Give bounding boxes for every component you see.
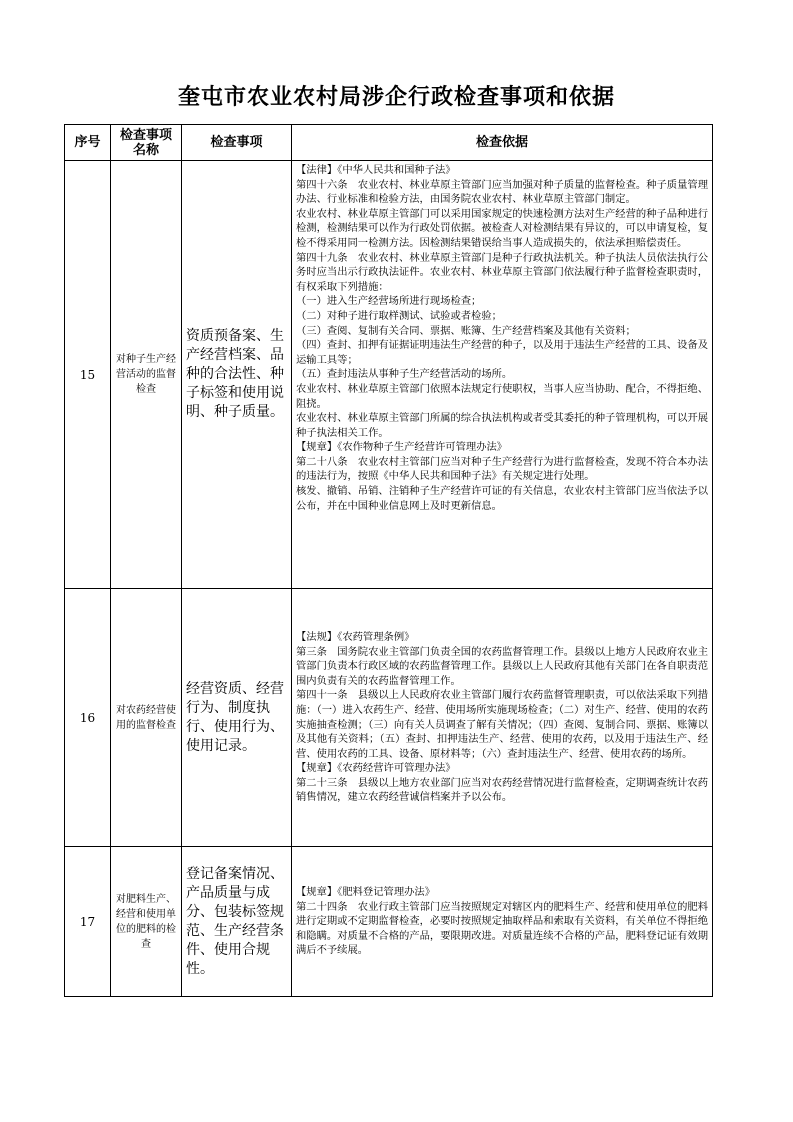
- row-item: 经营资质、经营行为、制度执行、使用行为、使用记录。: [182, 589, 292, 847]
- basis-paragraph: （一）进入生产经营场所进行现场检查；: [296, 295, 482, 308]
- header-basis: 检查依据: [292, 125, 713, 161]
- basis-paragraph: 【法规】《农药管理条例》: [296, 630, 415, 643]
- basis-paragraph: （三）查阅、复制有关合同、票据、账簿、生产经营档案及其他有关资料；: [296, 324, 636, 337]
- table-row: [65, 589, 713, 847]
- basis-paragraph: （二）对种子进行取样测试、试验或者检验；: [296, 309, 502, 322]
- row-number: 15: [65, 161, 111, 589]
- row-item: 资质预备案、生产经营档案、品种的合法性、种子标签和使用说明、种子质量。: [182, 161, 292, 589]
- row-number: 16: [65, 589, 111, 847]
- basis-paragraph: （五）查封违法从事种子生产经营活动的场所。: [296, 368, 513, 381]
- basis-paragraph: 农业农村、林业草原主管部门依照本法规定行使职权，当事人应当协助、配合，不得拒绝、阻挠。: [296, 382, 708, 410]
- basis-paragraph: 农业农村、林业草原主管部门可以采用国家规定的快速检测方法对生产经营的种子品种进行检测，检测结果可以作为行政处罚依据。被检查人对检测结果有异议的，可以申请复检，复检不得采用同一检测方法。因检测结果错误给当事人造成损失的，依法承担赔偿责任。: [296, 207, 708, 249]
- header-no: 序号: [65, 125, 111, 161]
- row-name: 对农药经营使用的监督检查: [111, 589, 182, 847]
- row-basis: [292, 161, 713, 589]
- header-name: 检查事项名称: [111, 125, 182, 161]
- inspection-table: [64, 124, 713, 997]
- basis-paragraph: 【法律】《中华人民共和国种子法》: [296, 164, 456, 176]
- row-number: 17: [65, 847, 111, 997]
- basis-paragraph: （四）查封、扣押有证据证明违法生产经营的种子，以及用于违法生产经营的工具、设备及运输工具等；: [296, 339, 708, 366]
- basis-paragraph: 第四十九条 农业农村、林业草原主管部门是种子行政执法机关。种子执法人员依法执行公务时应当出示行政执法证件。农业农村、林业草原主管部门依法履行种子监督检查职责时，有权采取下列措施：: [296, 251, 708, 293]
- row-name: 对肥料生产、经营和使用单位的肥料的检查: [111, 847, 182, 997]
- basis-paragraph: 【规章】《农药经营许可管理办法》: [296, 762, 456, 775]
- basis-paragraph: 第四十六条 农业农村、林业草原主管部门应当加强对种子质量的监督检查。种子质量管理办法、行业标准和检验方法，由国务院农业农村、林业草原主管部门制定。: [296, 178, 708, 206]
- basis-paragraph: 【规章】《肥料登记管理办法》: [296, 886, 436, 899]
- basis-paragraph: 核发、撤销、吊销、注销种子生产经营许可证的有关信息，农业农村主管部门应当依法予以公布，并在中国种业信息网上及时更新信息。: [296, 485, 708, 512]
- header-item: 检查事项: [182, 125, 292, 161]
- page-title: 奎屯市农业农村局涉企行政检查事项和依据: [177, 85, 615, 110]
- basis-paragraph: 第四十一条 县级以上人民政府农业主管部门履行农药监督管理职责，可以依法采取下列措施：（一）进入农药生产、经营、使用场所实施现场检查；（二）对生产、经营、使用的农药实施抽查检测；（三）向有关人员调查了解有关情况；（四）查阅、复制合同、票据、账簿以及其他有关资料；（五）查封、扣押违法生产、经营、使用的农药，以及用于违法生产、经营、使用农药的工具、设备、原材料等；（六）查封违法生产、经营、使用农药的场所。: [296, 689, 708, 760]
- basis-paragraph: 第二十三条 县级以上地方农业部门应当对农药经营情况进行监督检查，定期调查统计农药销售情况，建立农药经营诚信档案并予以公布。: [296, 776, 708, 804]
- table-row: [65, 161, 713, 589]
- row-name: 对种子生产经营活动的监督检查: [111, 161, 182, 589]
- table-header-row: [65, 125, 713, 161]
- basis-paragraph: 第二十四条 农业行政主管部门应当按照规定对辖区内的肥料生产、经营和使用单位的肥料进行定期或不定期监督检查，必要时按照规定抽取样品和索取有关资料，有关单位不得拒绝和隐瞒。对质量不合格的产品，要限期改进。对质量连续不合格的产品，肥料登记证有效期满后不予续展。: [296, 900, 708, 957]
- row-basis: [292, 847, 713, 997]
- basis-paragraph: 【规章】《农作物种子生产经营许可管理办法》: [296, 441, 508, 454]
- basis-paragraph: 第二十八条 农业农村主管部门应当对种子生产经营行为进行监督检查，发现不符合本办法的违法行为，按照《中华人民共和国种子法》有关规定进行处理。: [296, 455, 708, 483]
- basis-paragraph: 农业农村、林业草原主管部门所属的综合执法机构或者受其委托的种子管理机构，可以开展种子执法相关工作。: [296, 412, 708, 439]
- table-row: [65, 847, 713, 997]
- row-item: 登记备案情况、产品质量与成分、包装标签规范、生产经营条件、使用合规性。: [182, 847, 292, 997]
- basis-paragraph: 第三条 国务院农业主管部门负责全国的农药监督管理工作。县级以上地方人民政府农业主管部门负责本行政区域的农药监督管理工作。县级以上人民政府其他有关部门在各自职责范围内负责有关的农药监督管理工作。: [296, 645, 708, 687]
- row-basis: [292, 589, 713, 847]
